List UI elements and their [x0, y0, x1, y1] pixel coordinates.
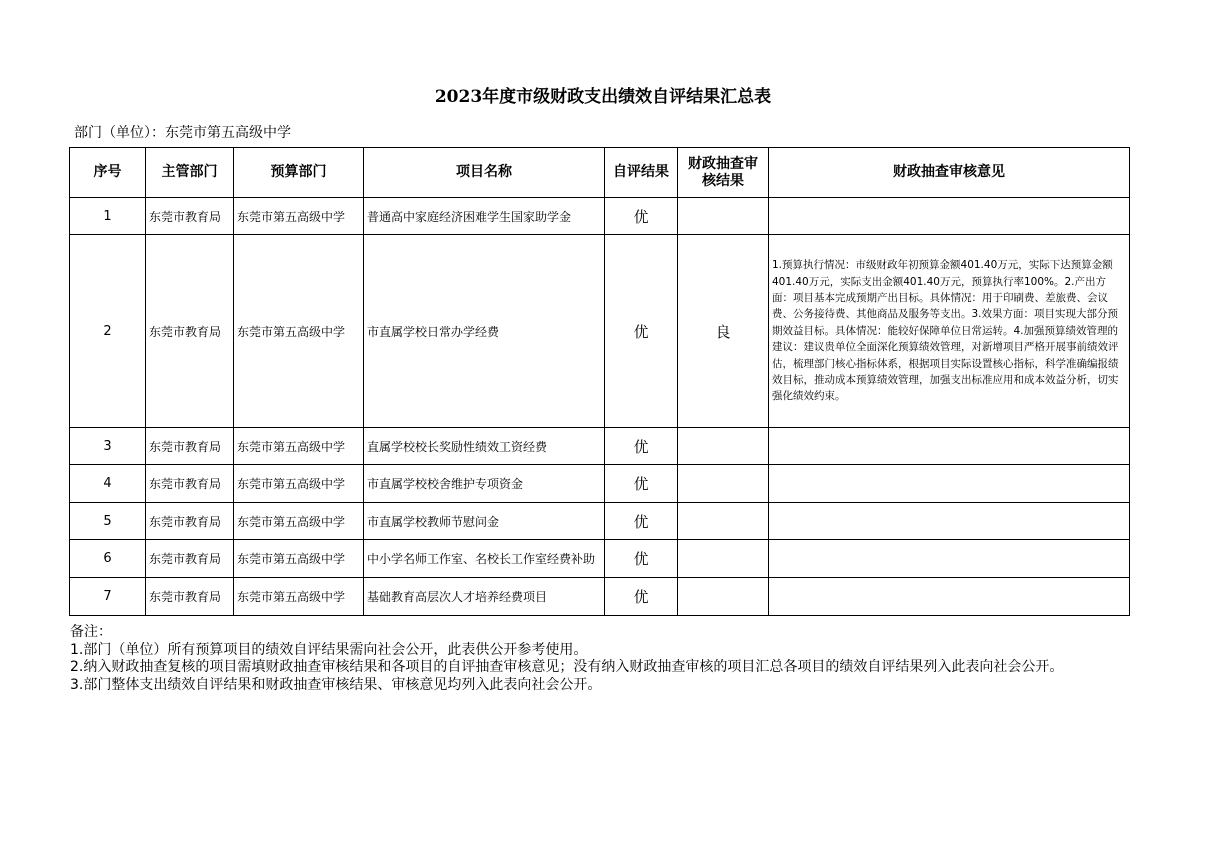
- cell-project: 市直属学校校舍维护专项资金: [364, 465, 605, 503]
- note-item: 2.纳入财政抽查复核的项目需填财政抽查审核结果和各项目的自评抽查审核意见；没有纳入财政抽查审核的项目汇总各项目的绩效自评结果列入此表向社会公开。: [70, 659, 1064, 675]
- cell-supervisor: 东莞市教育局: [146, 540, 234, 578]
- notes-heading: 备注：: [70, 624, 112, 640]
- cell-self-eval: 优: [605, 198, 678, 235]
- cell-supervisor: 东莞市教育局: [146, 578, 234, 616]
- cell-self-eval: 优: [605, 578, 678, 616]
- cell-seq: 7: [70, 578, 146, 616]
- cell-project: 普通高中家庭经济困难学生国家助学金: [364, 198, 605, 235]
- cell-self-eval: 优: [605, 503, 678, 540]
- cell-seq: 2: [70, 235, 146, 428]
- cell-audit-opinion: [769, 465, 1130, 503]
- cell-budget-dept: 东莞市第五高级中学: [234, 198, 364, 235]
- header-supervisor: 主管部门: [146, 148, 234, 198]
- cell-self-eval: 优: [605, 235, 678, 428]
- cell-supervisor: 东莞市教育局: [146, 428, 234, 465]
- header-audit-result: 财政抽查审核结果: [678, 148, 769, 198]
- department-label: 部门（单位）：东莞市第五高级中学: [74, 125, 291, 141]
- notes-section: [70, 624, 1150, 694]
- cell-audit-result: [678, 428, 769, 465]
- table-row: [70, 465, 1130, 503]
- report-title: 2023年度市级财政支出绩效自评结果汇总表: [434, 87, 772, 107]
- table-header-row: [70, 148, 1130, 198]
- cell-project: 中小学名师工作室、名校长工作室经费补助: [364, 540, 605, 578]
- cell-audit-opinion: [769, 428, 1130, 465]
- cell-seq: 4: [70, 465, 146, 503]
- note-item: 1.部门（单位）所有预算项目的绩效自评结果需向社会公开，此表供公开参考使用。: [70, 641, 588, 658]
- table-row: [70, 428, 1130, 465]
- cell-seq: 3: [70, 428, 146, 465]
- cell-audit-result: [678, 503, 769, 540]
- table-row: [70, 503, 1130, 540]
- header-seq: 序号: [70, 148, 146, 198]
- cell-audit-result: [678, 578, 769, 616]
- cell-audit-opinion: [769, 198, 1130, 235]
- cell-supervisor: 东莞市教育局: [146, 235, 234, 428]
- cell-budget-dept: 东莞市第五高级中学: [234, 540, 364, 578]
- table-row: [70, 578, 1130, 616]
- cell-supervisor: 东莞市教育局: [146, 198, 234, 235]
- cell-seq: 5: [70, 503, 146, 540]
- header-self-eval: 自评结果: [605, 148, 678, 198]
- cell-project: 市直属学校日常办学经费: [364, 235, 605, 428]
- cell-budget-dept: 东莞市第五高级中学: [234, 428, 364, 465]
- header-audit-opinion: 财政抽查审核意见: [769, 148, 1130, 198]
- cell-audit-result: 良: [678, 235, 769, 428]
- cell-project: 基础教育高层次人才培养经费项目: [364, 578, 605, 616]
- cell-self-eval: 优: [605, 428, 678, 465]
- cell-audit-result: [678, 540, 769, 578]
- cell-supervisor: 东莞市教育局: [146, 503, 234, 540]
- cell-project: 市直属学校教师节慰问金: [364, 503, 605, 540]
- cell-audit-opinion: [769, 503, 1130, 540]
- cell-supervisor: 东莞市教育局: [146, 465, 234, 503]
- header-budget-dept: 预算部门: [234, 148, 364, 198]
- cell-project: 直属学校校长奖励性绩效工资经费: [364, 428, 605, 465]
- cell-seq: 6: [70, 540, 146, 578]
- cell-audit-result: [678, 465, 769, 503]
- cell-audit-opinion: [769, 578, 1130, 616]
- cell-self-eval: 优: [605, 540, 678, 578]
- cell-audit-opinion: 1.预算执行情况：市级财政年初预算金额401.40万元，实际下达预算金额401.40万元，实际支出金额401.40万元，预算执行率100%。2.产出方面：项目基本完成预期产出目标。具体情况：用于印刷费、差旅费、会议费、公务接待费、其他商品及服务等支出。3.效果方面：项目实现大部分预期效益目标。具体情况：能较好保障单位日常运转。4.加强预算绩效管理的建议：建议贵单位全面深化预算绩效管理，对新增项目严格开展事前绩效评估，梳理部门核心指标体系，根据项目实际设置核心指标，科学准确编报绩效目标，推动成本预算绩效管理，加强支出标准应用和成本效益分析，切实强化绩效约束。: [769, 235, 1130, 428]
- table-row: [70, 235, 1130, 428]
- cell-seq: 1: [70, 198, 146, 235]
- table-row: [70, 540, 1130, 578]
- cell-audit-result: [678, 198, 769, 235]
- note-item: 3.部门整体支出绩效自评结果和财政抽查审核结果、审核意见均列入此表向社会公开。: [70, 676, 602, 693]
- cell-budget-dept: 东莞市第五高级中学: [234, 503, 364, 540]
- cell-budget-dept: 东莞市第五高级中学: [234, 578, 364, 616]
- results-table: [69, 147, 1130, 616]
- table-row: [70, 198, 1130, 235]
- cell-budget-dept: 东莞市第五高级中学: [234, 235, 364, 428]
- header-project: 项目名称: [364, 148, 605, 198]
- cell-audit-opinion: [769, 540, 1130, 578]
- cell-budget-dept: 东莞市第五高级中学: [234, 465, 364, 503]
- cell-self-eval: 优: [605, 465, 678, 503]
